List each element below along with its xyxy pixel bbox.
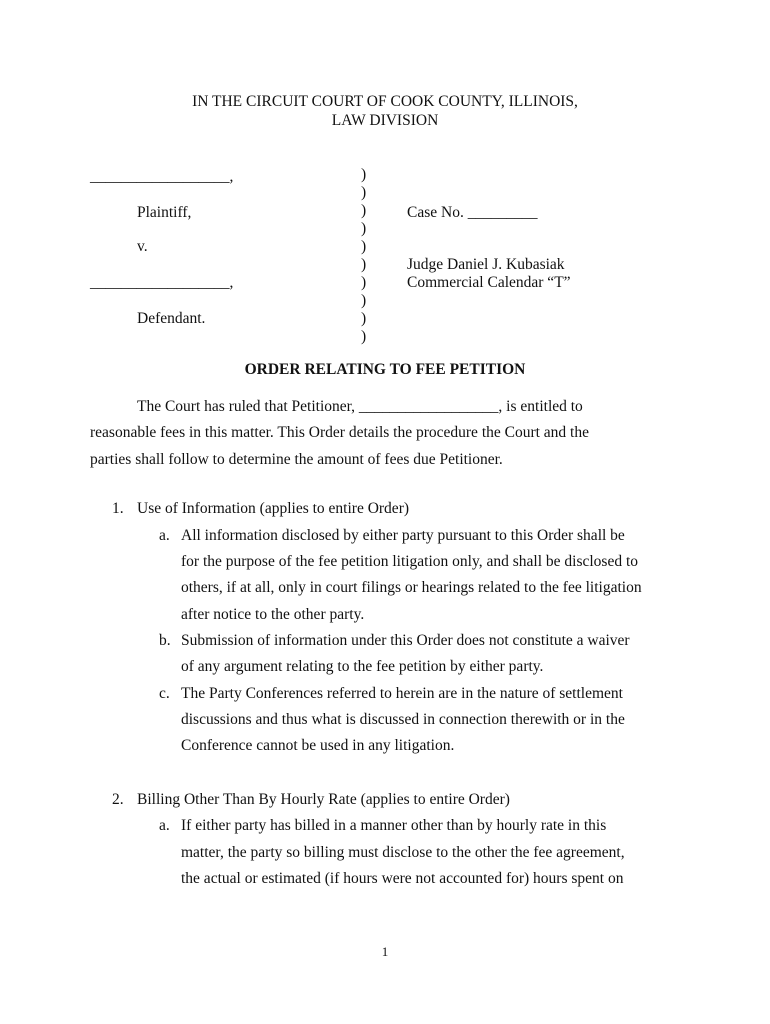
caption-paren: ): [361, 274, 367, 291]
case-number: Case No. _________: [407, 204, 538, 221]
intro-line: reasonable fees in this matter. This Order details the procedure the Court and the: [90, 424, 589, 441]
caption-paren: ): [361, 310, 367, 327]
item-line: others, if at all, only in court filings or hearings related to the fee litigation: [181, 579, 642, 596]
item-line: after notice to the other party.: [181, 606, 365, 623]
order-title: ORDER RELATING TO FEE PETITION: [244, 361, 526, 378]
plaintiff-name-blank: __________________,: [90, 168, 234, 185]
plaintiff-label: Plaintiff,: [137, 204, 192, 221]
caption-paren: ): [361, 184, 367, 201]
item-letter: a.: [159, 817, 170, 834]
page-number: 1: [381, 944, 389, 959]
caption-paren: ): [361, 166, 367, 183]
defendant-label: Defendant.: [137, 310, 206, 327]
item-line: Submission of information under this Order does not constitute a waiver: [181, 632, 630, 649]
section-number: 2.: [112, 791, 124, 808]
caption-paren: ): [361, 202, 367, 219]
caption-paren: ): [361, 292, 367, 309]
section-heading: Use of Information (applies to entire Order): [137, 500, 410, 517]
defendant-name-blank: __________________,: [90, 274, 234, 291]
caption-paren: ): [361, 238, 367, 255]
calendar-label: Commercial Calendar “T”: [407, 274, 571, 291]
item-line: All information disclosed by either party pursuant to this Order shall be: [181, 527, 625, 544]
item-letter: c.: [159, 685, 170, 702]
caption-paren: ): [361, 256, 367, 273]
item-line: The Party Conferences referred to herein are in the nature of settlement: [181, 685, 623, 702]
versus-label: v.: [137, 238, 148, 255]
division-heading: LAW DIVISION: [331, 112, 439, 129]
item-line: for the purpose of the fee petition litigation only, and shall be disclosed to: [181, 553, 639, 570]
item-line: Conference cannot be used in any litigation.: [181, 737, 455, 754]
item-line: discussions and thus what is discussed in connection therewith or in the: [181, 711, 625, 728]
intro-line: parties shall follow to determine the amount of fees due Petitioner.: [90, 451, 503, 468]
item-line: matter, the party so billing must disclose to the other the fee agreement,: [181, 844, 625, 861]
judge-name: Judge Daniel J. Kubasiak: [407, 256, 565, 273]
section-number: 1.: [112, 500, 124, 517]
intro-line: The Court has ruled that Petitioner, __________________, is entitled to: [137, 398, 583, 415]
item-line: If either party has billed in a manner other than by hourly rate in this: [181, 817, 607, 834]
item-line: of any argument relating to the fee petition by either party.: [181, 658, 544, 675]
court-heading: IN THE CIRCUIT COURT OF COOK COUNTY, ILLINOIS,: [192, 93, 578, 110]
item-letter: a.: [159, 527, 170, 544]
item-letter: b.: [159, 632, 171, 649]
section-heading: Billing Other Than By Hourly Rate (applies to entire Order): [137, 791, 510, 808]
item-line: the actual or estimated (if hours were not accounted for) hours spent on: [181, 870, 624, 887]
caption-paren: ): [361, 220, 367, 237]
caption-paren: ): [361, 328, 367, 345]
